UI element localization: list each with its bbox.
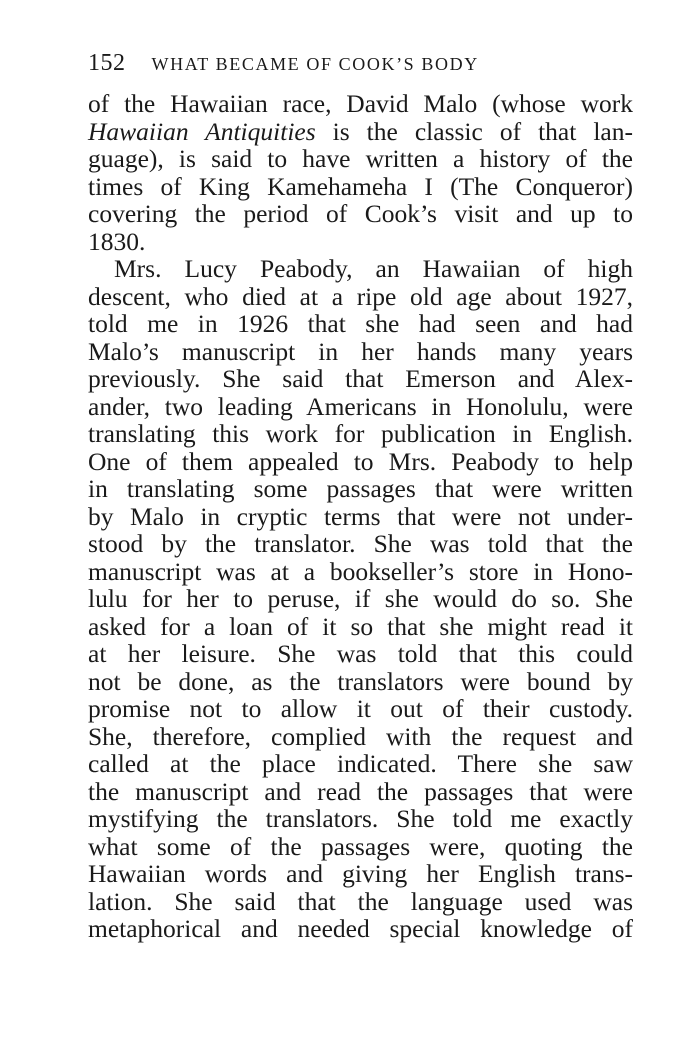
text-line: by Malo in cryptic terms that were not under-	[88, 501, 633, 531]
text-line: previously. She said that Emerson and Alex-	[88, 364, 633, 393]
text-line: translating this work for publication in English.	[88, 419, 633, 448]
text-line: lulu for her to peruse, if she would do so. She	[88, 584, 633, 613]
text-line-rest: is the classic of that lan-	[332, 116, 633, 146]
paragraph-start: Mrs. Lucy Peabody, an Hawaiian of high	[114, 254, 633, 283]
text-line: promise not to allow it out of their custody.	[88, 694, 633, 723]
page-content	[88, 50, 633, 943]
text-line: guage), is said to have written a history of the	[88, 144, 633, 173]
text-line: asked for a loan of it so that she might read it	[88, 611, 633, 641]
text-line: told me in 1926 that she had seen and had	[88, 309, 633, 338]
text-line: in translating some passages that were written	[88, 474, 633, 503]
text-line: mystifying the translators. She told me exactly	[88, 804, 633, 833]
text-line: ander, two leading Americans in Honolulu, were	[88, 391, 633, 421]
body-text	[88, 90, 633, 943]
text-line: metaphorical and needed special knowledge of	[88, 914, 633, 943]
text-line: the manuscript and read the passages that were	[88, 776, 633, 806]
text-line: One of them appealed to Mrs. Peabody to help	[88, 446, 633, 476]
text-line: descent, who died at a ripe old age about 1927,	[88, 281, 633, 311]
page-number: 152	[88, 50, 126, 76]
text-line: Hawaiian words and giving her English trans-	[88, 859, 633, 888]
text-line: what some of the passages were, quoting the	[88, 831, 633, 861]
text-line: 1830.	[88, 226, 146, 256]
running-header	[88, 50, 633, 80]
running-title: WHAT BECAME OF COOK’S BODY	[151, 54, 479, 74]
text-line: manuscript was at a bookseller’s store in Hono-	[88, 556, 633, 586]
text-line: not be done, as the translators were bound by	[88, 666, 633, 696]
text-line: lation. She said that the language used was	[88, 886, 633, 916]
book-title: Hawaiian Antiquities	[88, 116, 316, 146]
text-line: called at the place indicated. There she saw	[88, 749, 633, 778]
text-line	[88, 118, 633, 146]
text-line: of the Hawaiian race, David Malo (whose work	[88, 89, 633, 118]
text-line: Malo’s manuscript in her hands many years	[88, 336, 633, 366]
text-line: She, therefore, complied with the request and	[88, 721, 633, 751]
text-line: covering the period of Cook’s visit and up to	[88, 199, 633, 228]
text-line: at her leisure. She was told that this could	[88, 639, 633, 668]
text-line: times of King Kamehameha I (The Conqueror)	[88, 171, 633, 201]
text-line: stood by the translator. She was told that the	[88, 529, 633, 558]
